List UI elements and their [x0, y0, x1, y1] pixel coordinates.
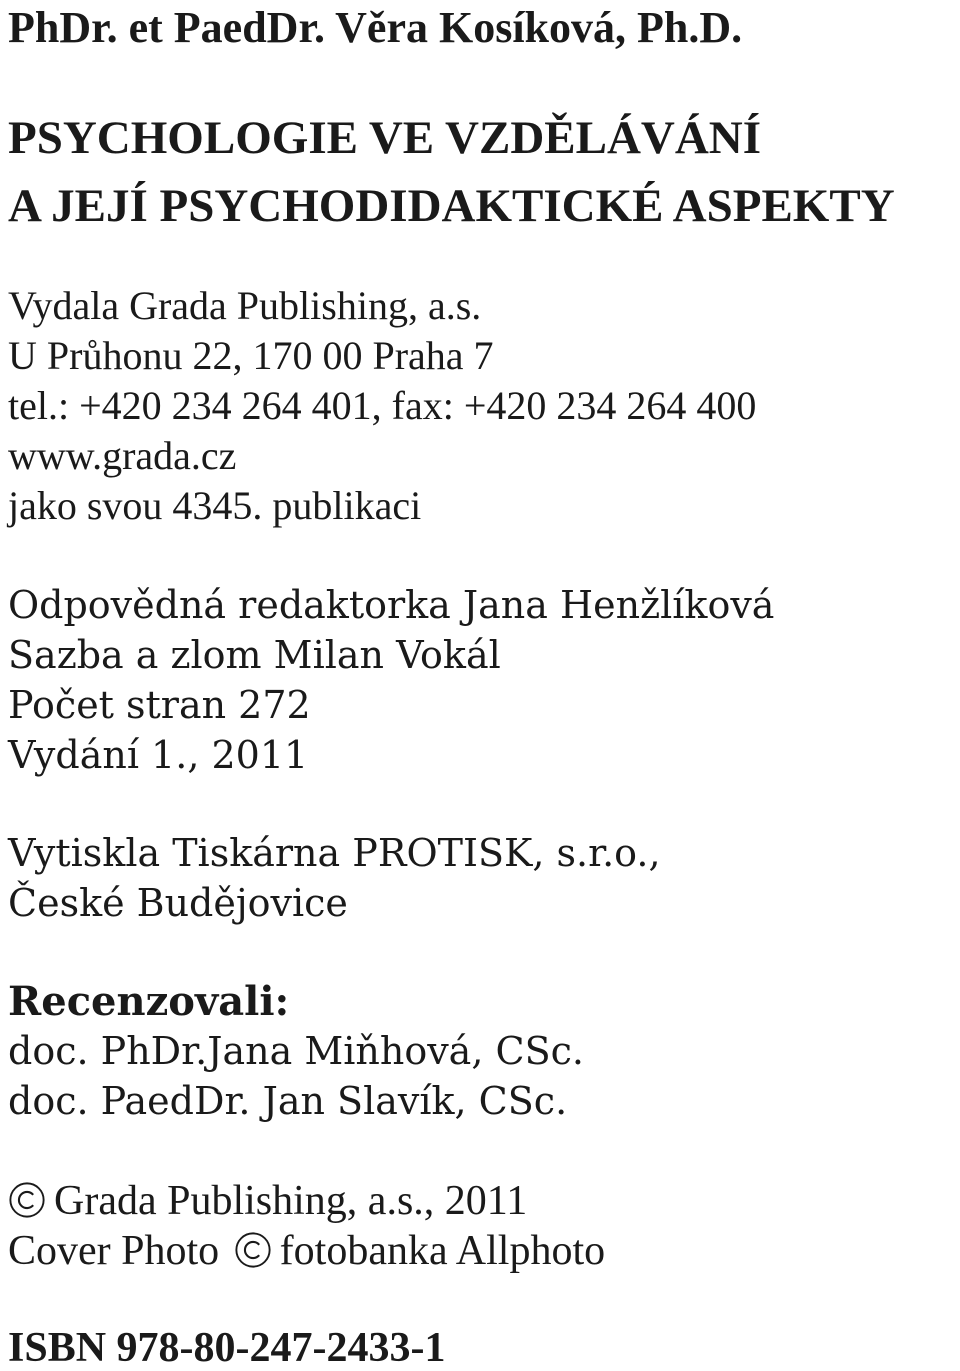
- book-title-line-2: A JEJÍ PSYCHODIDAKTICKÉ ASPEKTY: [8, 180, 895, 232]
- publisher-address: U Průhonu 22, 170 00 Praha 7: [8, 333, 494, 378]
- edition-info: Vydání 1., 2011: [8, 733, 309, 777]
- isbn: ISBN 978-80-247-2433-1: [8, 1325, 446, 1371]
- copyright-line-2: [8, 1230, 605, 1272]
- copyright-holder: Grada Publishing, a.s., 2011: [54, 1178, 528, 1224]
- printer-city: České Budějovice: [8, 881, 348, 925]
- cover-photo-label: Cover Photo: [8, 1228, 220, 1274]
- printer-name: Vytiskla Tiskárna PROTISK, s.r.o.,: [8, 831, 661, 875]
- book-title-line-1: PSYCHOLOGIE VE VZDĚLÁVÁNÍ: [8, 112, 762, 164]
- copyright-icon: [234, 1231, 272, 1269]
- publication-number: jako svou 4345. publikaci: [8, 483, 422, 528]
- author-name: PhDr. et PaedDr. Věra Kosíková, Ph.D.: [8, 3, 743, 52]
- publisher-web: www.grada.cz: [8, 433, 237, 478]
- imprint-page: [8, 0, 952, 1371]
- reviewer-item: doc. PhDr.Jana Miňhová, CSc.: [8, 1029, 584, 1073]
- copyright-line-1: [8, 1180, 527, 1222]
- publisher-name: Vydala Grada Publishing, a.s.: [8, 283, 482, 328]
- cover-photo-source: fotobanka Allphoto: [279, 1228, 606, 1274]
- editor-credit: Odpovědná redaktorka Jana Henžlíková: [8, 583, 775, 627]
- page-count: Počet stran 272: [8, 683, 311, 727]
- copyright-icon: [8, 1181, 46, 1219]
- reviewer-item: doc. PaedDr. Jan Slavík, CSc.: [8, 1079, 568, 1123]
- reviewers-heading: Recenzovali:: [8, 978, 290, 1025]
- typesetting-credit: Sazba a zlom Milan Vokál: [8, 633, 501, 677]
- publisher-phone: tel.: +420 234 264 401, fax: +420 234 264 400: [8, 383, 757, 428]
